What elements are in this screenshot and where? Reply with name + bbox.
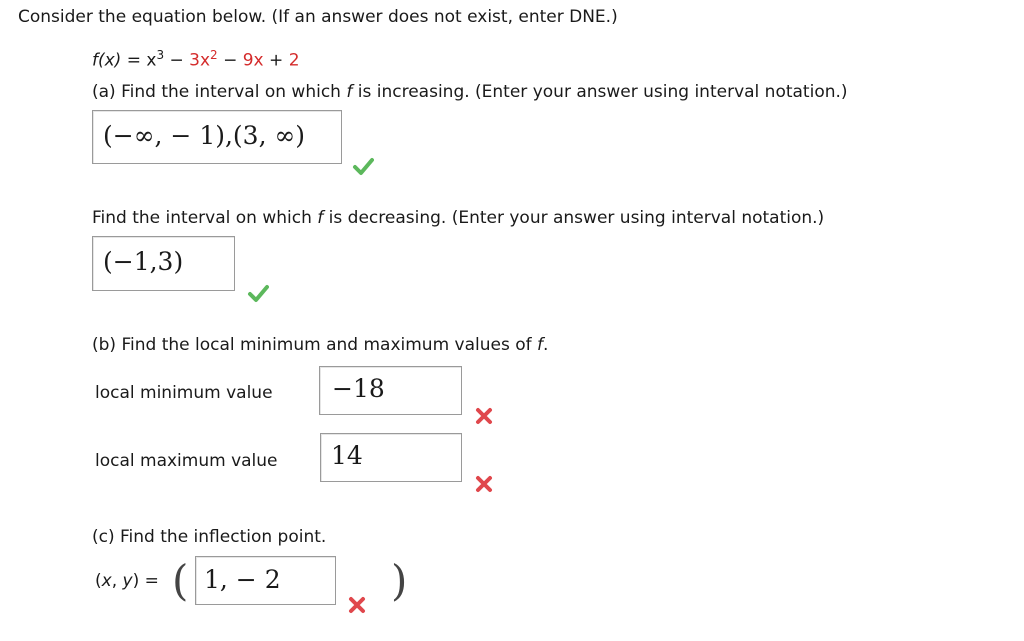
part-a2-prompt — [92, 208, 824, 228]
part-c-prompt: (c) Find the inflection point. — [92, 527, 327, 547]
decreasing-answer-input[interactable] — [92, 236, 235, 291]
equation-op-1: − — [164, 50, 190, 71]
inflection-point-input[interactable] — [195, 556, 336, 605]
equation-lhs: f(x) = — [92, 50, 147, 71]
part-b-prompt-post: . — [543, 335, 549, 355]
decreasing-answer-value: (−1,3) — [103, 247, 184, 276]
equation-term-3: 9x — [242, 50, 264, 71]
equation-op-2: − — [217, 50, 243, 71]
part-b-prompt-f: f — [537, 335, 544, 355]
part-a-prompt — [92, 82, 848, 102]
increasing-answer-value: (−∞, − 1),(3, ∞) — [103, 121, 306, 150]
part-a-prompt-pre: (a) Find the interval on which — [92, 82, 347, 102]
part-a2-prompt-pre: Find the interval on which — [92, 208, 318, 228]
part-b-prompt — [92, 335, 548, 355]
cross-icon — [346, 594, 368, 616]
cross-icon — [473, 405, 495, 427]
equation-term-1: x — [146, 50, 157, 71]
part-a2-prompt-post: is decreasing. (Enter your answer using interval notation.) — [323, 208, 825, 228]
open-paren: ( — [172, 556, 189, 605]
local-min-label: local minimum value — [95, 383, 273, 403]
equation-exp-2: 2 — [210, 48, 218, 62]
local-min-value: −18 — [332, 374, 385, 403]
question-intro: Consider the equation below. (If an answer does not exist, enter DNE.) — [18, 7, 618, 27]
cross-icon — [473, 473, 495, 495]
label-comma: , — [111, 571, 123, 591]
equation-term-2: 3x — [189, 50, 211, 71]
equation — [92, 45, 300, 71]
local-max-value: 14 — [331, 441, 363, 470]
part-b-prompt-pre: (b) Find the local minimum and maximum values of — [92, 335, 538, 355]
label-x: x — [101, 571, 112, 591]
label-y: y — [122, 571, 133, 591]
close-paren: ) — [391, 556, 408, 605]
increasing-answer-input[interactable] — [92, 110, 342, 164]
part-a-prompt-post: is increasing. (Enter your answer using interval notation.) — [352, 82, 848, 102]
label-open: ( — [95, 571, 102, 591]
local-min-input[interactable] — [319, 366, 462, 415]
inflection-point-label — [95, 571, 159, 591]
equation-term-4: 2 — [288, 50, 300, 71]
part-a2-prompt-f: f — [317, 208, 324, 228]
check-icon — [247, 282, 269, 304]
equation-exp-1: 3 — [156, 48, 165, 62]
inflection-point-value: 1, − 2 — [204, 565, 281, 594]
equation-op-3: + — [263, 50, 289, 71]
local-max-input[interactable] — [320, 433, 462, 482]
part-a-prompt-f: f — [346, 82, 353, 102]
check-icon — [352, 155, 374, 177]
label-close: ) = — [132, 571, 159, 591]
local-max-label: local maximum value — [95, 451, 278, 471]
